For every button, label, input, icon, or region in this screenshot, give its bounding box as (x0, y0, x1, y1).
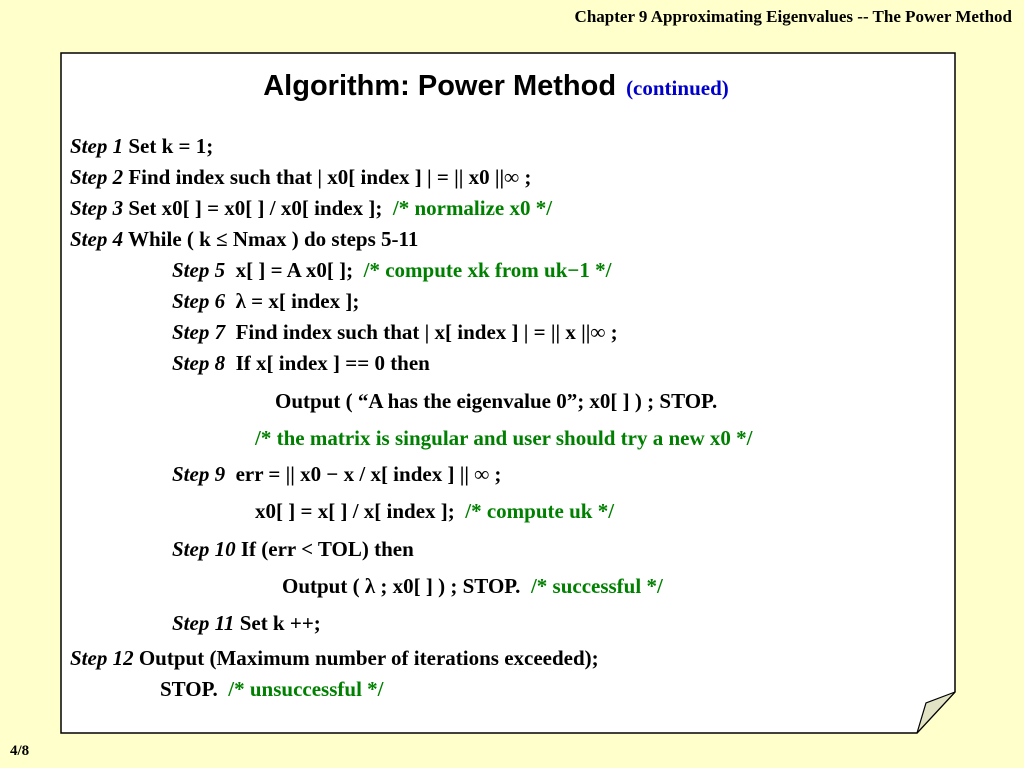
step-text: x[ ] = A x0[ ]; (235, 258, 354, 282)
step-4 (70, 227, 418, 252)
stop-comment: /* unsuccessful */ (228, 677, 384, 701)
step-label: Step 12 (70, 646, 134, 670)
step-text: λ = x[ index ]; (235, 289, 360, 313)
step-10 (172, 537, 414, 562)
step-label: Step 6 (172, 289, 226, 313)
chapter-header: Chapter 9 Approximating Eigenvalues -- The Power Method (574, 7, 1012, 26)
step-5 (172, 258, 611, 283)
step-11 (172, 611, 321, 636)
step-text: If x[ index ] == 0 then (235, 351, 430, 375)
step-label: Step 10 (172, 537, 236, 561)
step-text: Output (Maximum number of iterations exceeded); (138, 646, 599, 670)
step-label: Step 8 (172, 351, 226, 375)
output-comment: /* successful */ (530, 574, 663, 598)
step-label: Step 11 (172, 611, 235, 635)
step-text: Set k = 1; (128, 134, 214, 158)
step-1 (70, 134, 213, 159)
step-9-update (255, 499, 614, 524)
step-text: If (err < TOL) then (240, 537, 414, 561)
step-label: Step 4 (70, 227, 124, 251)
update-text: x0[ ] = x[ ] / x[ index ]; (255, 499, 455, 523)
title-continued: (continued) (626, 76, 729, 100)
slide-title (60, 70, 932, 103)
step-text: Find index such that | x0[ index ] | = || x0 ||∞ ; (128, 165, 532, 189)
step-8-comment: /* the matrix is singular and user should try a new x0 */ (255, 426, 753, 450)
step-comment: /* normalize x0 */ (392, 196, 553, 220)
step-label: Step 5 (172, 258, 226, 282)
update-comment: /* compute uk */ (465, 499, 615, 523)
step-comment: /* compute xk from uk−1 */ (363, 258, 612, 282)
step-12 (70, 646, 599, 671)
title-main: Algorithm: Power Method (263, 70, 617, 102)
step-label: Step 3 (70, 196, 124, 220)
step-12-stop (160, 677, 384, 702)
step-2 (70, 165, 531, 190)
step-text: Find index such that | x[ index ] | = || x ||∞ ; (235, 320, 618, 344)
step-label: Step 1 (70, 134, 124, 158)
output-text: Output ( λ ; x0[ ] ) ; STOP. (282, 574, 521, 598)
step-6 (172, 289, 359, 314)
step-text: Set x0[ ] = x0[ ] / x0[ index ]; (128, 196, 383, 220)
step-text: While ( k ≤ Nmax ) do steps 5-11 (127, 227, 419, 251)
step-label: Step 7 (172, 320, 226, 344)
step-10-output (282, 574, 663, 599)
step-text: err = || x0 − x / x[ index ] || ∞ ; (235, 462, 502, 486)
step-7 (172, 320, 618, 345)
step-label: Step 2 (70, 165, 124, 189)
step-text: Set k ++; (239, 611, 321, 635)
step-8-output: Output ( “A has the eigenvalue 0”; x0[ ] ) ; STOP. (275, 389, 718, 413)
step-9 (172, 462, 501, 487)
step-3 (70, 196, 552, 221)
slide-number: 4/8 (10, 743, 30, 759)
step-8 (172, 351, 430, 376)
algorithm-card (60, 52, 956, 734)
step-label: Step 9 (172, 462, 226, 486)
stop-text: STOP. (160, 677, 218, 701)
